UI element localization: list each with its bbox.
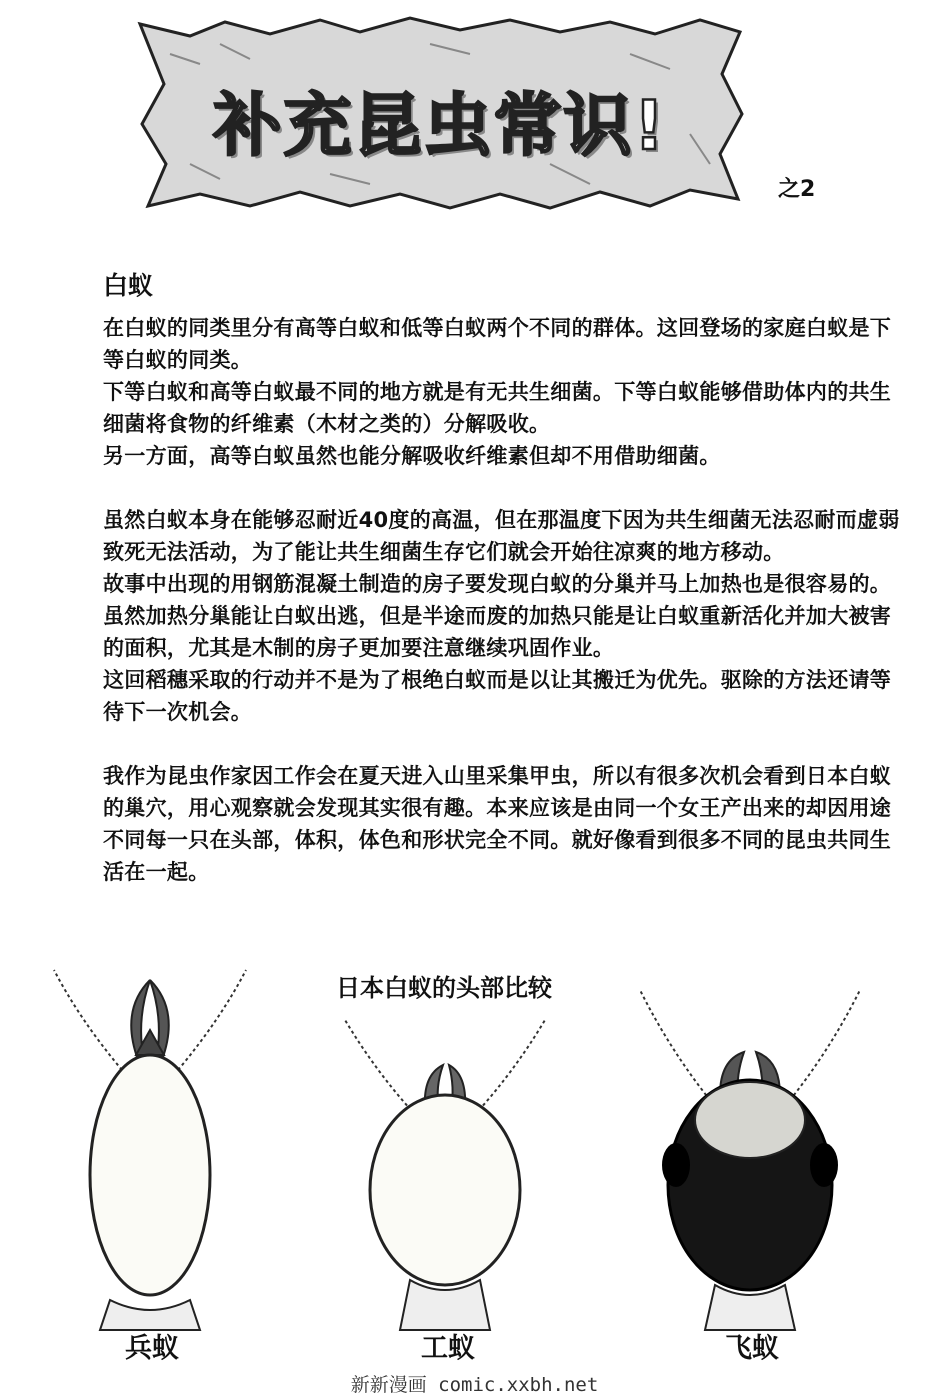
paragraph: 虽然白蚁本身在能够忍耐近40度的高温，但在那温度下因为共生细菌无法忍耐而虚弱致死无法活动，为了能让共生细菌生存它们就会开始往凉爽的地方移动。 <box>103 508 900 564</box>
paragraph: 另一方面，高等白蚁虽然也能分解吸收纤维素但却不用借助细菌。 <box>103 444 721 468</box>
soldier-termite-head-illustration <box>40 960 260 1340</box>
alate-termite-head-illustration <box>640 960 860 1340</box>
banner-subtitle: 之2 <box>778 177 816 202</box>
paragraph: 这回稻穗采取的行动并不是为了根绝白蚁而是以让其搬迁为优先。驱除的方法还请等待下一次机会。 <box>103 668 892 724</box>
label-alate: 飞蚁 <box>725 1333 779 1364</box>
banner-title: 补充昆虫常识! <box>213 87 667 166</box>
worker-termite-head-illustration <box>335 960 555 1340</box>
paragraph-gap <box>103 728 903 760</box>
paragraph: 下等白蚁和高等白蚁最不同的地方就是有无共生细菌。下等白蚁能够借助体内的共生细菌将食物的纤维素（木材之类的）分解吸收。 <box>103 380 892 436</box>
label-worker: 工蚁 <box>421 1333 475 1364</box>
paragraph-gap <box>103 472 903 504</box>
article-heading: 白蚁 <box>103 271 154 300</box>
watermark-footer: 新新漫画 comic.xxbh.net <box>350 1374 599 1396</box>
figure-title: 日本白蚁的头部比较 <box>336 974 552 1002</box>
paragraph: 故事中出现的用钢筋混凝土制造的房子要发现白蚁的分巢并马上加热也是很容易的。虽然加热分巢能让白蚁出逃，但是半途而废的加热只能是让白蚁重新活化并加大被害的面积，尤其是木制的房子更加要注意继续巩固作业。 <box>103 572 892 660</box>
paragraph: 在白蚁的同类里分有高等白蚁和低等白蚁两个不同的群体。这回登场的家庭白蚁是下等白蚁的同类。 <box>103 316 892 372</box>
paragraph: 我作为昆虫作家因工作会在夏天进入山里采集甲虫，所以有很多次机会看到日本白蚁的巢穴，用心观察就会发现其实很有趣。本来应该是由同一个女王产出来的却因用途不同每一只在头部，体积，体色和形状完全不同。就好像看到很多不同的昆虫共同生活在一起。 <box>103 764 892 884</box>
label-soldier: 兵蚁 <box>125 1333 179 1364</box>
article <box>103 266 903 888</box>
